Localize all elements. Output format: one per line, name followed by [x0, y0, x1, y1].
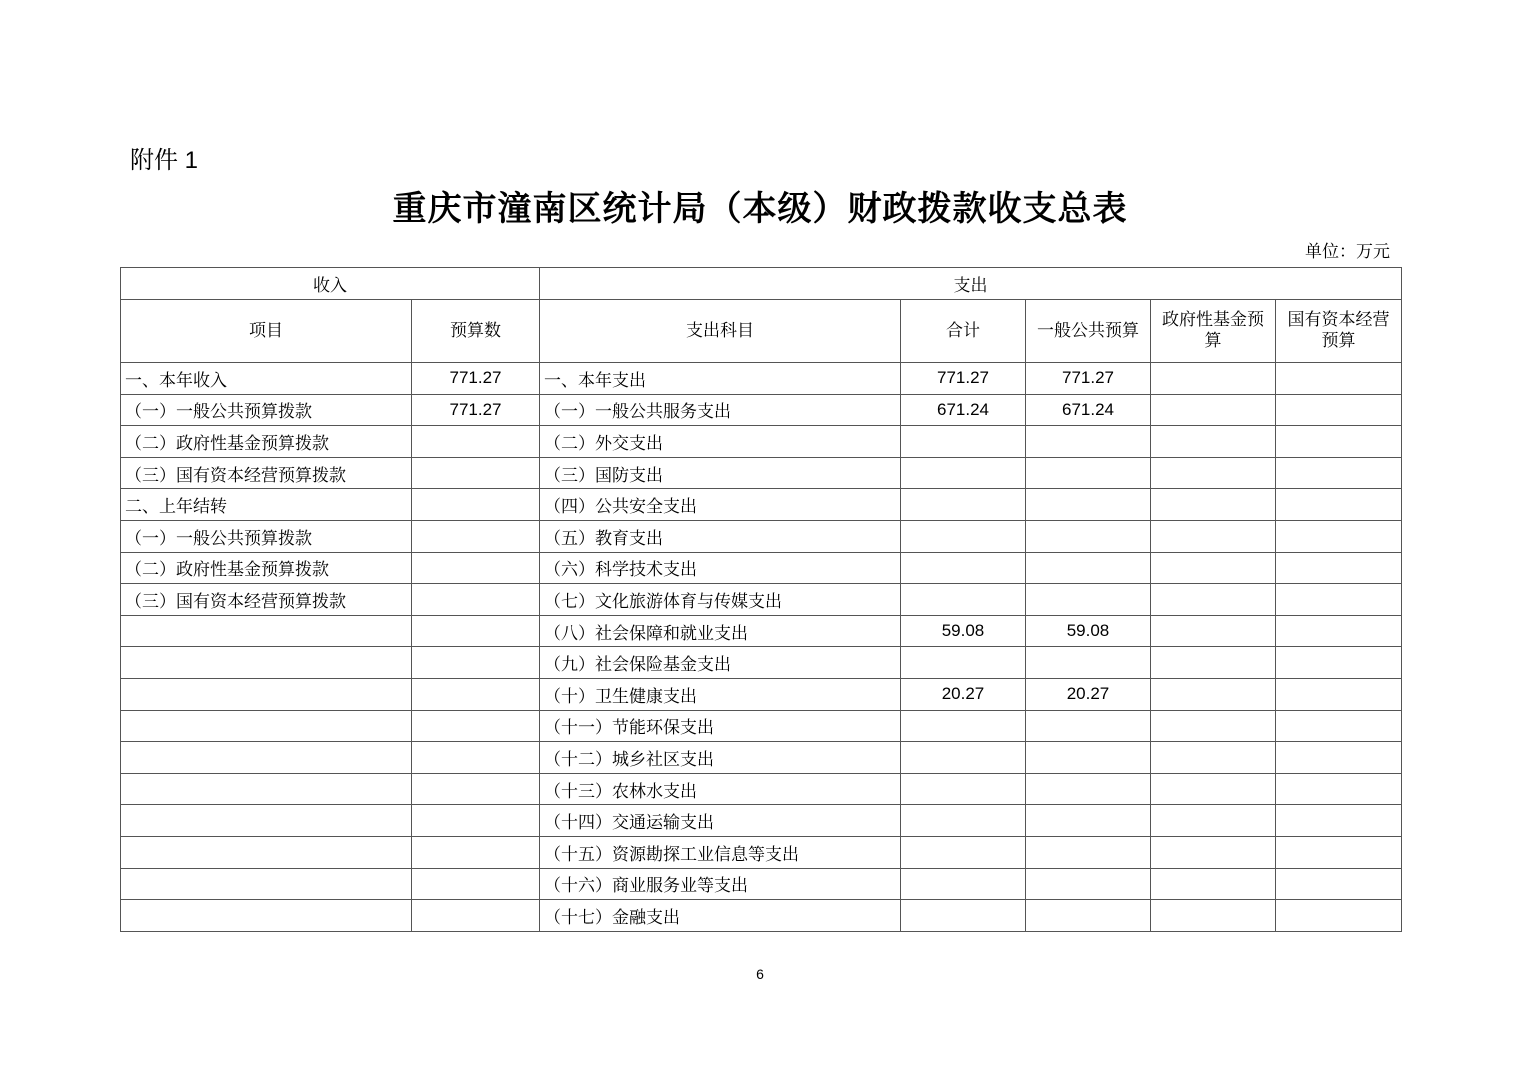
row-general-cell [1026, 900, 1151, 932]
row-item-cell [121, 742, 412, 774]
row-capital-cell [1276, 647, 1402, 679]
row-budget-cell [412, 520, 540, 552]
row-item-cell [121, 900, 412, 932]
row-capital-cell [1276, 678, 1402, 710]
row-item-cell [121, 836, 412, 868]
row-general-cell: 20.27 [1026, 678, 1151, 710]
row-item-cell: （一）一般公共预算拨款 [121, 520, 412, 552]
row-total-cell [901, 836, 1026, 868]
row-capital-cell [1276, 457, 1402, 489]
row-capital-cell [1276, 805, 1402, 837]
row-subject-cell: （一）一般公共服务支出 [540, 394, 901, 426]
col-header-state-capital-budget: 国有资本经营预算 [1276, 300, 1402, 363]
table-row [121, 489, 1402, 521]
row-general-cell [1026, 710, 1151, 742]
row-fund-cell [1151, 363, 1276, 395]
table-row [121, 836, 1402, 868]
row-subject-cell: （九）社会保险基金支出 [540, 647, 901, 679]
table-row [121, 647, 1402, 679]
row-general-cell [1026, 647, 1151, 679]
table-row [121, 363, 1402, 395]
row-fund-cell [1151, 710, 1276, 742]
table-row [121, 868, 1402, 900]
row-total-cell [901, 520, 1026, 552]
row-general-cell [1026, 552, 1151, 584]
table-row [121, 900, 1402, 932]
row-fund-cell [1151, 805, 1276, 837]
table-row [121, 520, 1402, 552]
row-item-cell: （三）国有资本经营预算拨款 [121, 584, 412, 616]
row-fund-cell [1151, 836, 1276, 868]
unit-label: 单位：万元 [1305, 242, 1390, 262]
table-row [121, 678, 1402, 710]
row-budget-cell [412, 426, 540, 458]
row-item-cell: （三）国有资本经营预算拨款 [121, 457, 412, 489]
row-general-cell [1026, 868, 1151, 900]
row-subject-cell: 一、本年支出 [540, 363, 901, 395]
col-header-general-public-budget: 一般公共预算 [1026, 300, 1151, 363]
row-capital-cell [1276, 363, 1402, 395]
row-fund-cell [1151, 615, 1276, 647]
row-subject-cell: （二）外交支出 [540, 426, 901, 458]
row-budget-cell [412, 457, 540, 489]
row-fund-cell [1151, 489, 1276, 521]
table-row [121, 552, 1402, 584]
page-number: 6 [756, 966, 764, 982]
row-budget-cell [412, 615, 540, 647]
row-fund-cell [1151, 647, 1276, 679]
row-fund-cell [1151, 457, 1276, 489]
col-header-expense-subject: 支出科目 [540, 300, 901, 363]
row-general-cell [1026, 426, 1151, 458]
row-capital-cell [1276, 394, 1402, 426]
row-total-cell [901, 900, 1026, 932]
row-subject-cell: （八）社会保障和就业支出 [540, 615, 901, 647]
row-subject-cell: （十三）农林水支出 [540, 773, 901, 805]
row-item-cell [121, 805, 412, 837]
row-budget-cell [412, 489, 540, 521]
row-fund-cell [1151, 426, 1276, 458]
row-subject-cell: （三）国防支出 [540, 457, 901, 489]
row-budget-cell: 771.27 [412, 363, 540, 395]
expense-header: 支出 [540, 268, 1402, 300]
row-general-cell [1026, 742, 1151, 774]
row-fund-cell [1151, 520, 1276, 552]
row-capital-cell [1276, 426, 1402, 458]
col-header-item: 项目 [121, 300, 412, 363]
row-capital-cell [1276, 489, 1402, 521]
row-budget-cell: 771.27 [412, 394, 540, 426]
attachment-label: 附件 1 [130, 147, 199, 174]
row-fund-cell [1151, 742, 1276, 774]
row-total-cell: 59.08 [901, 615, 1026, 647]
row-total-cell [901, 584, 1026, 616]
row-total-cell [901, 426, 1026, 458]
column-header-row [121, 300, 1402, 363]
row-subject-cell: （四）公共安全支出 [540, 489, 901, 521]
row-budget-cell [412, 678, 540, 710]
row-budget-cell [412, 710, 540, 742]
row-capital-cell [1276, 836, 1402, 868]
row-item-cell: 二、上年结转 [121, 489, 412, 521]
row-budget-cell [412, 868, 540, 900]
row-total-cell [901, 710, 1026, 742]
row-capital-cell [1276, 900, 1402, 932]
row-total-cell [901, 489, 1026, 521]
row-general-cell: 59.08 [1026, 615, 1151, 647]
row-general-cell [1026, 836, 1151, 868]
row-total-cell: 771.27 [901, 363, 1026, 395]
row-general-cell [1026, 805, 1151, 837]
table-row [121, 584, 1402, 616]
section-header-row [121, 268, 1402, 300]
table-row [121, 710, 1402, 742]
row-fund-cell [1151, 773, 1276, 805]
row-item-cell [121, 647, 412, 679]
row-total-cell [901, 457, 1026, 489]
table-row [121, 773, 1402, 805]
row-subject-cell: （十五）资源勘探工业信息等支出 [540, 836, 901, 868]
row-general-cell: 771.27 [1026, 363, 1151, 395]
row-budget-cell [412, 773, 540, 805]
row-total-cell [901, 552, 1026, 584]
row-fund-cell [1151, 900, 1276, 932]
row-item-cell: 一、本年收入 [121, 363, 412, 395]
col-header-total: 合计 [901, 300, 1026, 363]
row-total-cell [901, 868, 1026, 900]
row-general-cell [1026, 773, 1151, 805]
row-item-cell: （二）政府性基金预算拨款 [121, 552, 412, 584]
table-row [121, 457, 1402, 489]
row-subject-cell: （五）教育支出 [540, 520, 901, 552]
row-subject-cell: （十二）城乡社区支出 [540, 742, 901, 774]
row-general-cell [1026, 489, 1151, 521]
page-title: 重庆市潼南区统计局（本级）财政拨款收支总表 [392, 189, 1128, 229]
row-subject-cell: （十）卫生健康支出 [540, 678, 901, 710]
row-budget-cell [412, 647, 540, 679]
row-subject-cell: （七）文化旅游体育与传媒支出 [540, 584, 901, 616]
row-general-cell [1026, 584, 1151, 616]
row-item-cell [121, 710, 412, 742]
row-general-cell [1026, 457, 1151, 489]
row-fund-cell [1151, 394, 1276, 426]
row-budget-cell [412, 552, 540, 584]
row-total-cell: 20.27 [901, 678, 1026, 710]
row-general-cell [1026, 520, 1151, 552]
row-capital-cell [1276, 868, 1402, 900]
row-fund-cell [1151, 584, 1276, 616]
row-fund-cell [1151, 868, 1276, 900]
row-fund-cell [1151, 678, 1276, 710]
row-capital-cell [1276, 552, 1402, 584]
income-header: 收入 [121, 268, 540, 300]
row-capital-cell [1276, 584, 1402, 616]
row-total-cell [901, 773, 1026, 805]
row-budget-cell [412, 742, 540, 774]
row-subject-cell: （十七）金融支出 [540, 900, 901, 932]
row-general-cell: 671.24 [1026, 394, 1151, 426]
table-row [121, 742, 1402, 774]
table-row [121, 426, 1402, 458]
row-total-cell [901, 647, 1026, 679]
row-budget-cell [412, 900, 540, 932]
table-row [121, 615, 1402, 647]
row-budget-cell [412, 836, 540, 868]
row-budget-cell [412, 805, 540, 837]
row-budget-cell [412, 584, 540, 616]
col-header-budget: 预算数 [412, 300, 540, 363]
row-capital-cell [1276, 773, 1402, 805]
row-capital-cell [1276, 742, 1402, 774]
row-total-cell [901, 805, 1026, 837]
row-capital-cell [1276, 710, 1402, 742]
row-item-cell [121, 868, 412, 900]
row-item-cell [121, 773, 412, 805]
row-item-cell [121, 678, 412, 710]
col-header-gov-fund-budget: 政府性基金预算 [1151, 300, 1276, 363]
row-subject-cell: （十四）交通运输支出 [540, 805, 901, 837]
row-capital-cell [1276, 520, 1402, 552]
budget-summary-table [120, 267, 1402, 932]
row-capital-cell [1276, 615, 1402, 647]
row-total-cell: 671.24 [901, 394, 1026, 426]
row-item-cell [121, 615, 412, 647]
row-subject-cell: （十六）商业服务业等支出 [540, 868, 901, 900]
row-item-cell: （二）政府性基金预算拨款 [121, 426, 412, 458]
row-total-cell [901, 742, 1026, 774]
table-row [121, 394, 1402, 426]
table-row [121, 805, 1402, 837]
row-fund-cell [1151, 552, 1276, 584]
row-item-cell: （一）一般公共预算拨款 [121, 394, 412, 426]
row-subject-cell: （十一）节能环保支出 [540, 710, 901, 742]
row-subject-cell: （六）科学技术支出 [540, 552, 901, 584]
